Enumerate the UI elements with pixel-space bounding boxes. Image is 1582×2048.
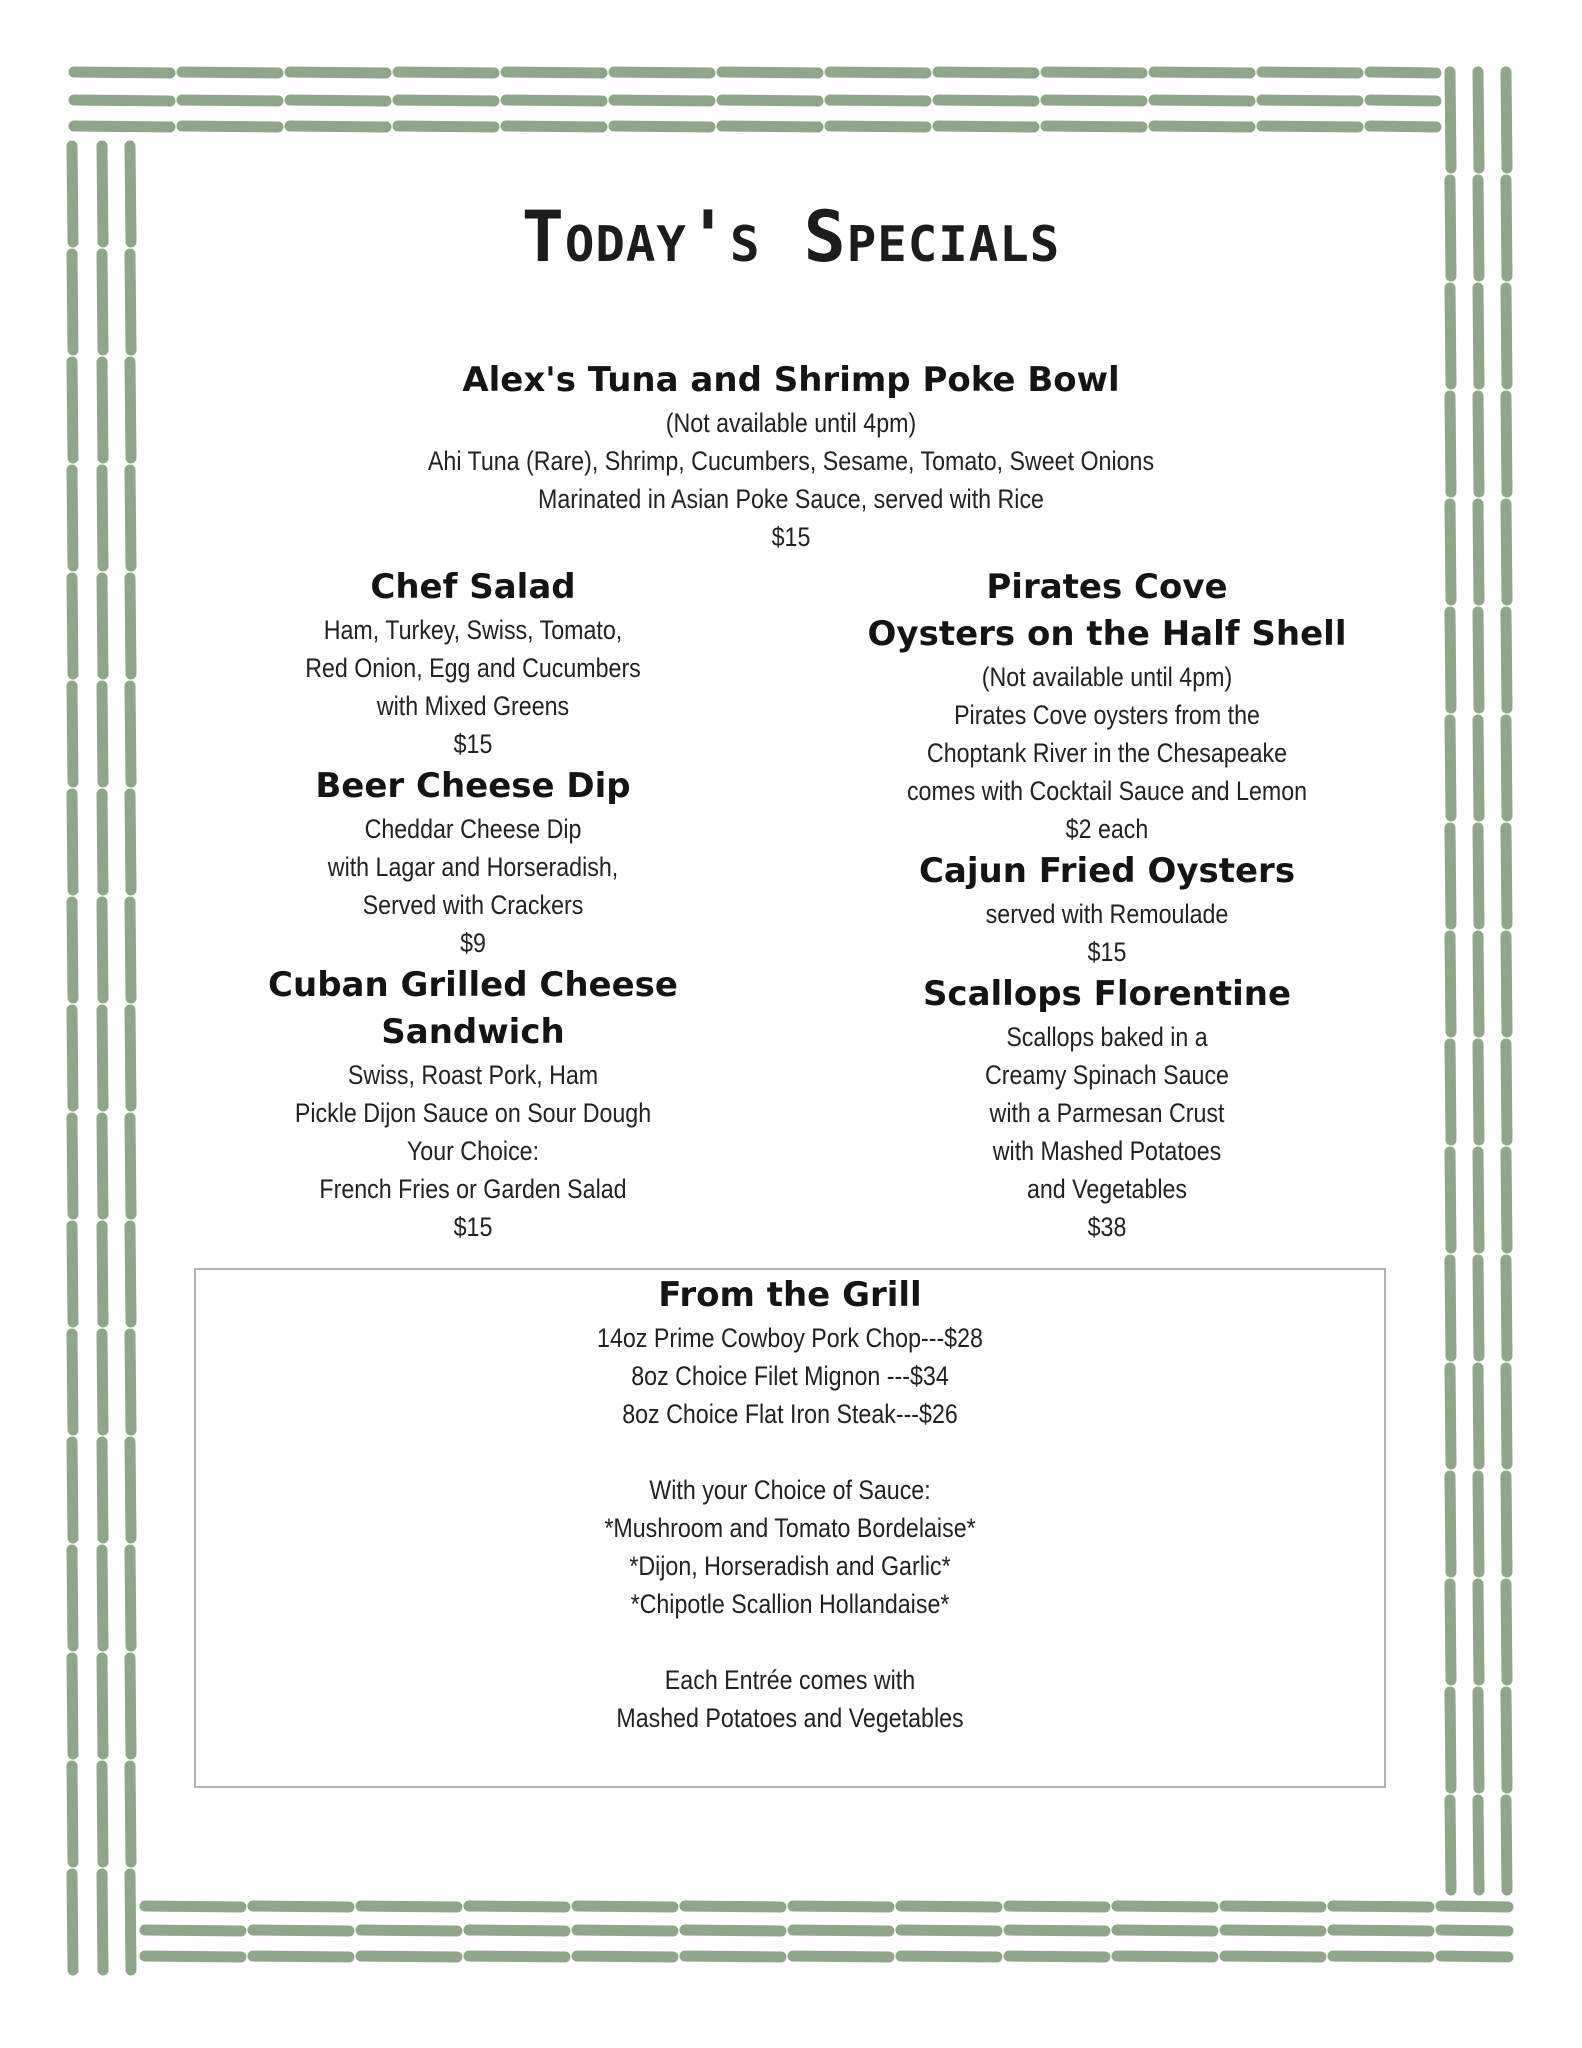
border-stroke — [102, 362, 103, 458]
border-stroke — [1450, 504, 1451, 600]
border-stroke — [102, 1766, 103, 1862]
border-stroke — [182, 126, 278, 127]
border-stroke — [469, 1930, 565, 1931]
border-stroke — [938, 100, 1034, 101]
border-stroke — [793, 1906, 889, 1907]
item-line: Served with Crackers — [362, 890, 584, 920]
border-stroke — [1478, 396, 1479, 492]
border-stroke — [1450, 72, 1451, 168]
border-stroke — [469, 1956, 565, 1957]
border-stroke — [1333, 1906, 1429, 1907]
border-stroke — [361, 1956, 457, 1957]
border-stroke — [130, 1550, 131, 1646]
border-stroke — [72, 1874, 73, 1970]
item-price: $38 — [1087, 1212, 1127, 1242]
border-stroke — [1009, 1956, 1105, 1957]
border-stroke — [102, 1010, 103, 1106]
border-stroke — [1478, 1152, 1479, 1248]
border-stroke — [1450, 1692, 1451, 1788]
border-stroke — [830, 100, 926, 101]
border-stroke — [1154, 126, 1250, 127]
border-stroke — [102, 1118, 103, 1214]
border-stroke — [722, 100, 818, 101]
border-stroke — [1009, 1906, 1105, 1907]
border-stroke — [1478, 1584, 1479, 1680]
border-stroke — [1450, 1044, 1451, 1140]
border-stroke — [1506, 1476, 1507, 1572]
border-stroke — [74, 100, 170, 101]
featured-special — [191, 357, 1391, 556]
item-line: Cheddar Cheese Dip — [364, 814, 582, 844]
page-title: Today's Specials — [521, 196, 1061, 278]
border-stroke — [1506, 288, 1507, 384]
border-stroke — [1478, 72, 1479, 168]
border-stroke — [1370, 72, 1436, 73]
featured-name: Alex's Tuna and Shrimp Poke Bowl — [462, 360, 1120, 400]
border-stroke — [1506, 720, 1507, 816]
border-stroke — [1450, 720, 1451, 816]
border-stroke — [102, 1226, 103, 1322]
border-stroke — [793, 1956, 889, 1957]
item-name: Beer Cheese Dip — [315, 766, 631, 806]
item-line: French Fries or Garden Salad — [319, 1174, 627, 1204]
border-stroke — [1506, 504, 1507, 600]
item-line: Ham, Turkey, Swiss, Tomato, — [323, 615, 623, 645]
item-line: served with Remoulade — [985, 899, 1229, 929]
border-stroke — [901, 1930, 997, 1931]
item-line: with a Parmesan Crust — [989, 1098, 1225, 1128]
item-line: Pirates Cove oysters from the — [954, 700, 1260, 730]
border-stroke — [1478, 936, 1479, 1032]
menu-item-pirates-cove-oysters — [807, 564, 1407, 848]
border-stroke — [1225, 1930, 1321, 1931]
border-stroke — [938, 126, 1034, 127]
item-line: with Mashed Potatoes — [992, 1136, 1222, 1166]
border-stroke — [130, 1766, 131, 1862]
menu-item-beer-cheese-dip — [173, 763, 773, 962]
border-stroke — [130, 578, 131, 674]
border-stroke — [1009, 1930, 1105, 1931]
border-stroke — [1478, 720, 1479, 816]
border-stroke — [1370, 100, 1436, 101]
border-stroke — [1506, 828, 1507, 924]
border-stroke — [72, 1550, 73, 1646]
border-stroke — [1506, 1692, 1507, 1788]
border-stroke — [1478, 504, 1479, 600]
item-name: Cajun Fried Oysters — [918, 851, 1296, 891]
border-stroke — [1478, 612, 1479, 708]
border-stroke — [793, 1930, 889, 1931]
border-stroke — [72, 470, 73, 566]
border-stroke — [74, 72, 170, 73]
border-stroke — [722, 72, 818, 73]
border-stroke — [577, 1930, 673, 1931]
menu-item-cajun-fried-oysters — [807, 848, 1407, 971]
border-stroke — [72, 1226, 73, 1322]
border-stroke — [130, 902, 131, 998]
border-stroke — [145, 1930, 241, 1931]
item-line: Choptank River in the Chesapeake — [926, 738, 1288, 768]
item-line: Red Onion, Egg and Cucumbers — [305, 653, 641, 683]
border-stroke — [1478, 1260, 1479, 1356]
border-stroke — [614, 100, 710, 101]
border-stroke — [102, 1874, 103, 1970]
sauce-option: *Mushroom and Tomato Bordelaise* — [604, 1513, 976, 1543]
menu-item-scallops-florentine — [807, 971, 1407, 1246]
border-stroke — [901, 1956, 997, 1957]
border-stroke — [1450, 828, 1451, 924]
item-name: Pirates Cove — [986, 567, 1228, 607]
featured-line: Ahi Tuna (Rare), Shrimp, Cucumbers, Sesame, Tomato, Sweet Onions — [427, 446, 1155, 476]
border-stroke — [901, 1906, 997, 1907]
border-stroke — [1450, 936, 1451, 1032]
border-stroke — [685, 1956, 781, 1957]
border-stroke — [1478, 288, 1479, 384]
border-stroke — [1441, 1930, 1508, 1931]
border-stroke — [830, 72, 926, 73]
right-column — [807, 564, 1407, 1246]
item-price: $15 — [453, 729, 493, 759]
item-name: Scallops Florentine — [922, 974, 1292, 1014]
border-stroke — [685, 1930, 781, 1931]
border-stroke — [102, 1658, 103, 1754]
border-stroke — [74, 126, 170, 127]
item-name: Sandwich — [381, 1012, 565, 1052]
border-stroke — [1478, 828, 1479, 924]
item-price: $15 — [1087, 937, 1127, 967]
border-stroke — [1478, 1044, 1479, 1140]
border-stroke — [1450, 1152, 1451, 1248]
menu-item-chef-salad — [173, 564, 773, 763]
border-stroke — [1478, 1800, 1479, 1890]
border-stroke — [1046, 72, 1142, 73]
grill-item: 14oz Prime Cowboy Pork Chop---$28 — [597, 1323, 983, 1353]
border-stroke — [102, 686, 103, 782]
item-name: Cuban Grilled Cheese — [268, 965, 678, 1005]
border-stroke — [182, 100, 278, 101]
border-stroke — [253, 1956, 349, 1957]
item-price: $15 — [453, 1212, 493, 1242]
border-stroke — [130, 1442, 131, 1538]
border-stroke — [1450, 1800, 1451, 1890]
border-stroke — [361, 1906, 457, 1907]
border-stroke — [72, 362, 73, 458]
border-stroke — [72, 1766, 73, 1862]
border-stroke — [1262, 72, 1358, 73]
sauce-option: *Chipotle Scallion Hollandaise* — [630, 1589, 950, 1619]
border-stroke — [506, 126, 602, 127]
border-stroke — [1450, 288, 1451, 384]
grill-note: Each Entrée comes with — [664, 1665, 916, 1695]
grill-title: From the Grill — [658, 1275, 922, 1315]
border-stroke — [1450, 612, 1451, 708]
border-stroke — [1506, 1800, 1507, 1890]
border-stroke — [1506, 1368, 1507, 1464]
border-stroke — [72, 1118, 73, 1214]
border-stroke — [72, 1334, 73, 1430]
item-line: Scallops baked in a — [1006, 1022, 1208, 1052]
border-stroke — [1478, 1692, 1479, 1788]
item-name: Oysters on the Half Shell — [867, 614, 1347, 654]
border-stroke — [398, 100, 494, 101]
border-stroke — [1117, 1930, 1213, 1931]
border-stroke — [685, 1906, 781, 1907]
border-stroke — [1506, 1044, 1507, 1140]
border-stroke — [130, 362, 131, 458]
border-stroke — [361, 1930, 457, 1931]
border-stroke — [1441, 1906, 1508, 1907]
item-line: (Not available until 4pm) — [981, 662, 1233, 692]
item-price: $9 — [460, 928, 486, 958]
border-stroke — [290, 126, 386, 127]
featured-line: (Not available until 4pm) — [665, 408, 917, 438]
item-line: Creamy Spinach Sauce — [985, 1060, 1229, 1090]
border-stroke — [253, 1930, 349, 1931]
item-price: $2 each — [1065, 814, 1149, 844]
border-stroke — [1506, 72, 1507, 168]
border-stroke — [145, 1906, 241, 1907]
border-stroke — [1117, 1906, 1213, 1907]
border-stroke — [1450, 1260, 1451, 1356]
border-stroke — [1506, 1584, 1507, 1680]
border-stroke — [1506, 1152, 1507, 1248]
border-stroke — [1506, 936, 1507, 1032]
border-stroke — [130, 686, 131, 782]
border-stroke — [577, 1906, 673, 1907]
border-stroke — [1046, 126, 1142, 127]
border-stroke — [72, 686, 73, 782]
border-stroke — [1154, 100, 1250, 101]
border-stroke — [72, 794, 73, 890]
border-stroke — [130, 1874, 131, 1970]
border-stroke — [72, 1010, 73, 1106]
border-stroke — [130, 1118, 131, 1214]
item-name: Chef Salad — [370, 567, 576, 607]
left-column — [173, 564, 773, 1246]
spacer — [194, 1623, 1386, 1661]
spacer — [194, 1433, 1386, 1471]
grill-section — [194, 1272, 1386, 1737]
border-stroke — [72, 902, 73, 998]
border-stroke — [1262, 126, 1358, 127]
border-stroke — [290, 100, 386, 101]
item-line: Pickle Dijon Sauce on Sour Dough — [294, 1098, 652, 1128]
border-stroke — [145, 1956, 241, 1957]
border-stroke — [938, 72, 1034, 73]
border-stroke — [1506, 396, 1507, 492]
border-stroke — [1441, 1956, 1508, 1957]
border-stroke — [102, 1550, 103, 1646]
border-stroke — [130, 1010, 131, 1106]
border-stroke — [102, 1442, 103, 1538]
border-stroke — [1225, 1906, 1321, 1907]
item-line: with Mixed Greens — [376, 691, 570, 721]
border-stroke — [102, 1334, 103, 1430]
item-line: Swiss, Roast Pork, Ham — [347, 1060, 599, 1090]
border-stroke — [1333, 1956, 1429, 1957]
border-stroke — [1333, 1930, 1429, 1931]
featured-price: $15 — [771, 522, 811, 552]
border-stroke — [290, 72, 386, 73]
border-stroke — [1450, 1584, 1451, 1680]
border-stroke — [1478, 1476, 1479, 1572]
border-stroke — [253, 1906, 349, 1907]
border-stroke — [1450, 1476, 1451, 1572]
border-stroke — [72, 1442, 73, 1538]
border-stroke — [577, 1956, 673, 1957]
border-stroke — [1154, 72, 1250, 73]
border-stroke — [506, 72, 602, 73]
border-stroke — [398, 126, 494, 127]
grill-item: 8oz Choice Flat Iron Steak---$26 — [622, 1399, 958, 1429]
border-stroke — [72, 1658, 73, 1754]
border-stroke — [722, 126, 818, 127]
border-stroke — [614, 72, 710, 73]
border-stroke — [1506, 612, 1507, 708]
grill-note: Mashed Potatoes and Vegetables — [616, 1703, 964, 1733]
sauce-heading: With your Choice of Sauce: — [649, 1475, 931, 1505]
border-stroke — [1450, 396, 1451, 492]
border-stroke — [398, 72, 494, 73]
border-stroke — [102, 902, 103, 998]
border-stroke — [130, 1658, 131, 1754]
border-stroke — [130, 794, 131, 890]
sauce-option: *Dijon, Horseradish and Garlic* — [629, 1551, 951, 1581]
item-line: comes with Cocktail Sauce and Lemon — [906, 776, 1308, 806]
border-stroke — [72, 578, 73, 674]
border-stroke — [469, 1906, 565, 1907]
border-stroke — [1262, 100, 1358, 101]
border-stroke — [1478, 1368, 1479, 1464]
border-stroke — [182, 72, 278, 73]
border-stroke — [1370, 126, 1436, 127]
border-stroke — [130, 470, 131, 566]
border-stroke — [1046, 100, 1142, 101]
featured-line: Marinated in Asian Poke Sauce, served with Rice — [538, 484, 1044, 514]
border-stroke — [830, 126, 926, 127]
border-stroke — [506, 100, 602, 101]
border-stroke — [130, 1334, 131, 1430]
border-stroke — [1225, 1956, 1321, 1957]
border-stroke — [102, 470, 103, 566]
border-stroke — [1506, 1260, 1507, 1356]
border-stroke — [614, 126, 710, 127]
item-line: with Lagar and Horseradish, — [327, 852, 619, 882]
border-stroke — [130, 1226, 131, 1322]
item-line: and Vegetables — [1026, 1174, 1188, 1204]
border-stroke — [102, 578, 103, 674]
border-stroke — [1450, 1368, 1451, 1464]
menu-item-cuban-grilled-cheese — [173, 962, 773, 1246]
item-line: Your Choice: — [406, 1136, 540, 1166]
border-stroke — [102, 794, 103, 890]
grill-item: 8oz Choice Filet Mignon ---$34 — [631, 1361, 949, 1391]
border-stroke — [1117, 1956, 1213, 1957]
